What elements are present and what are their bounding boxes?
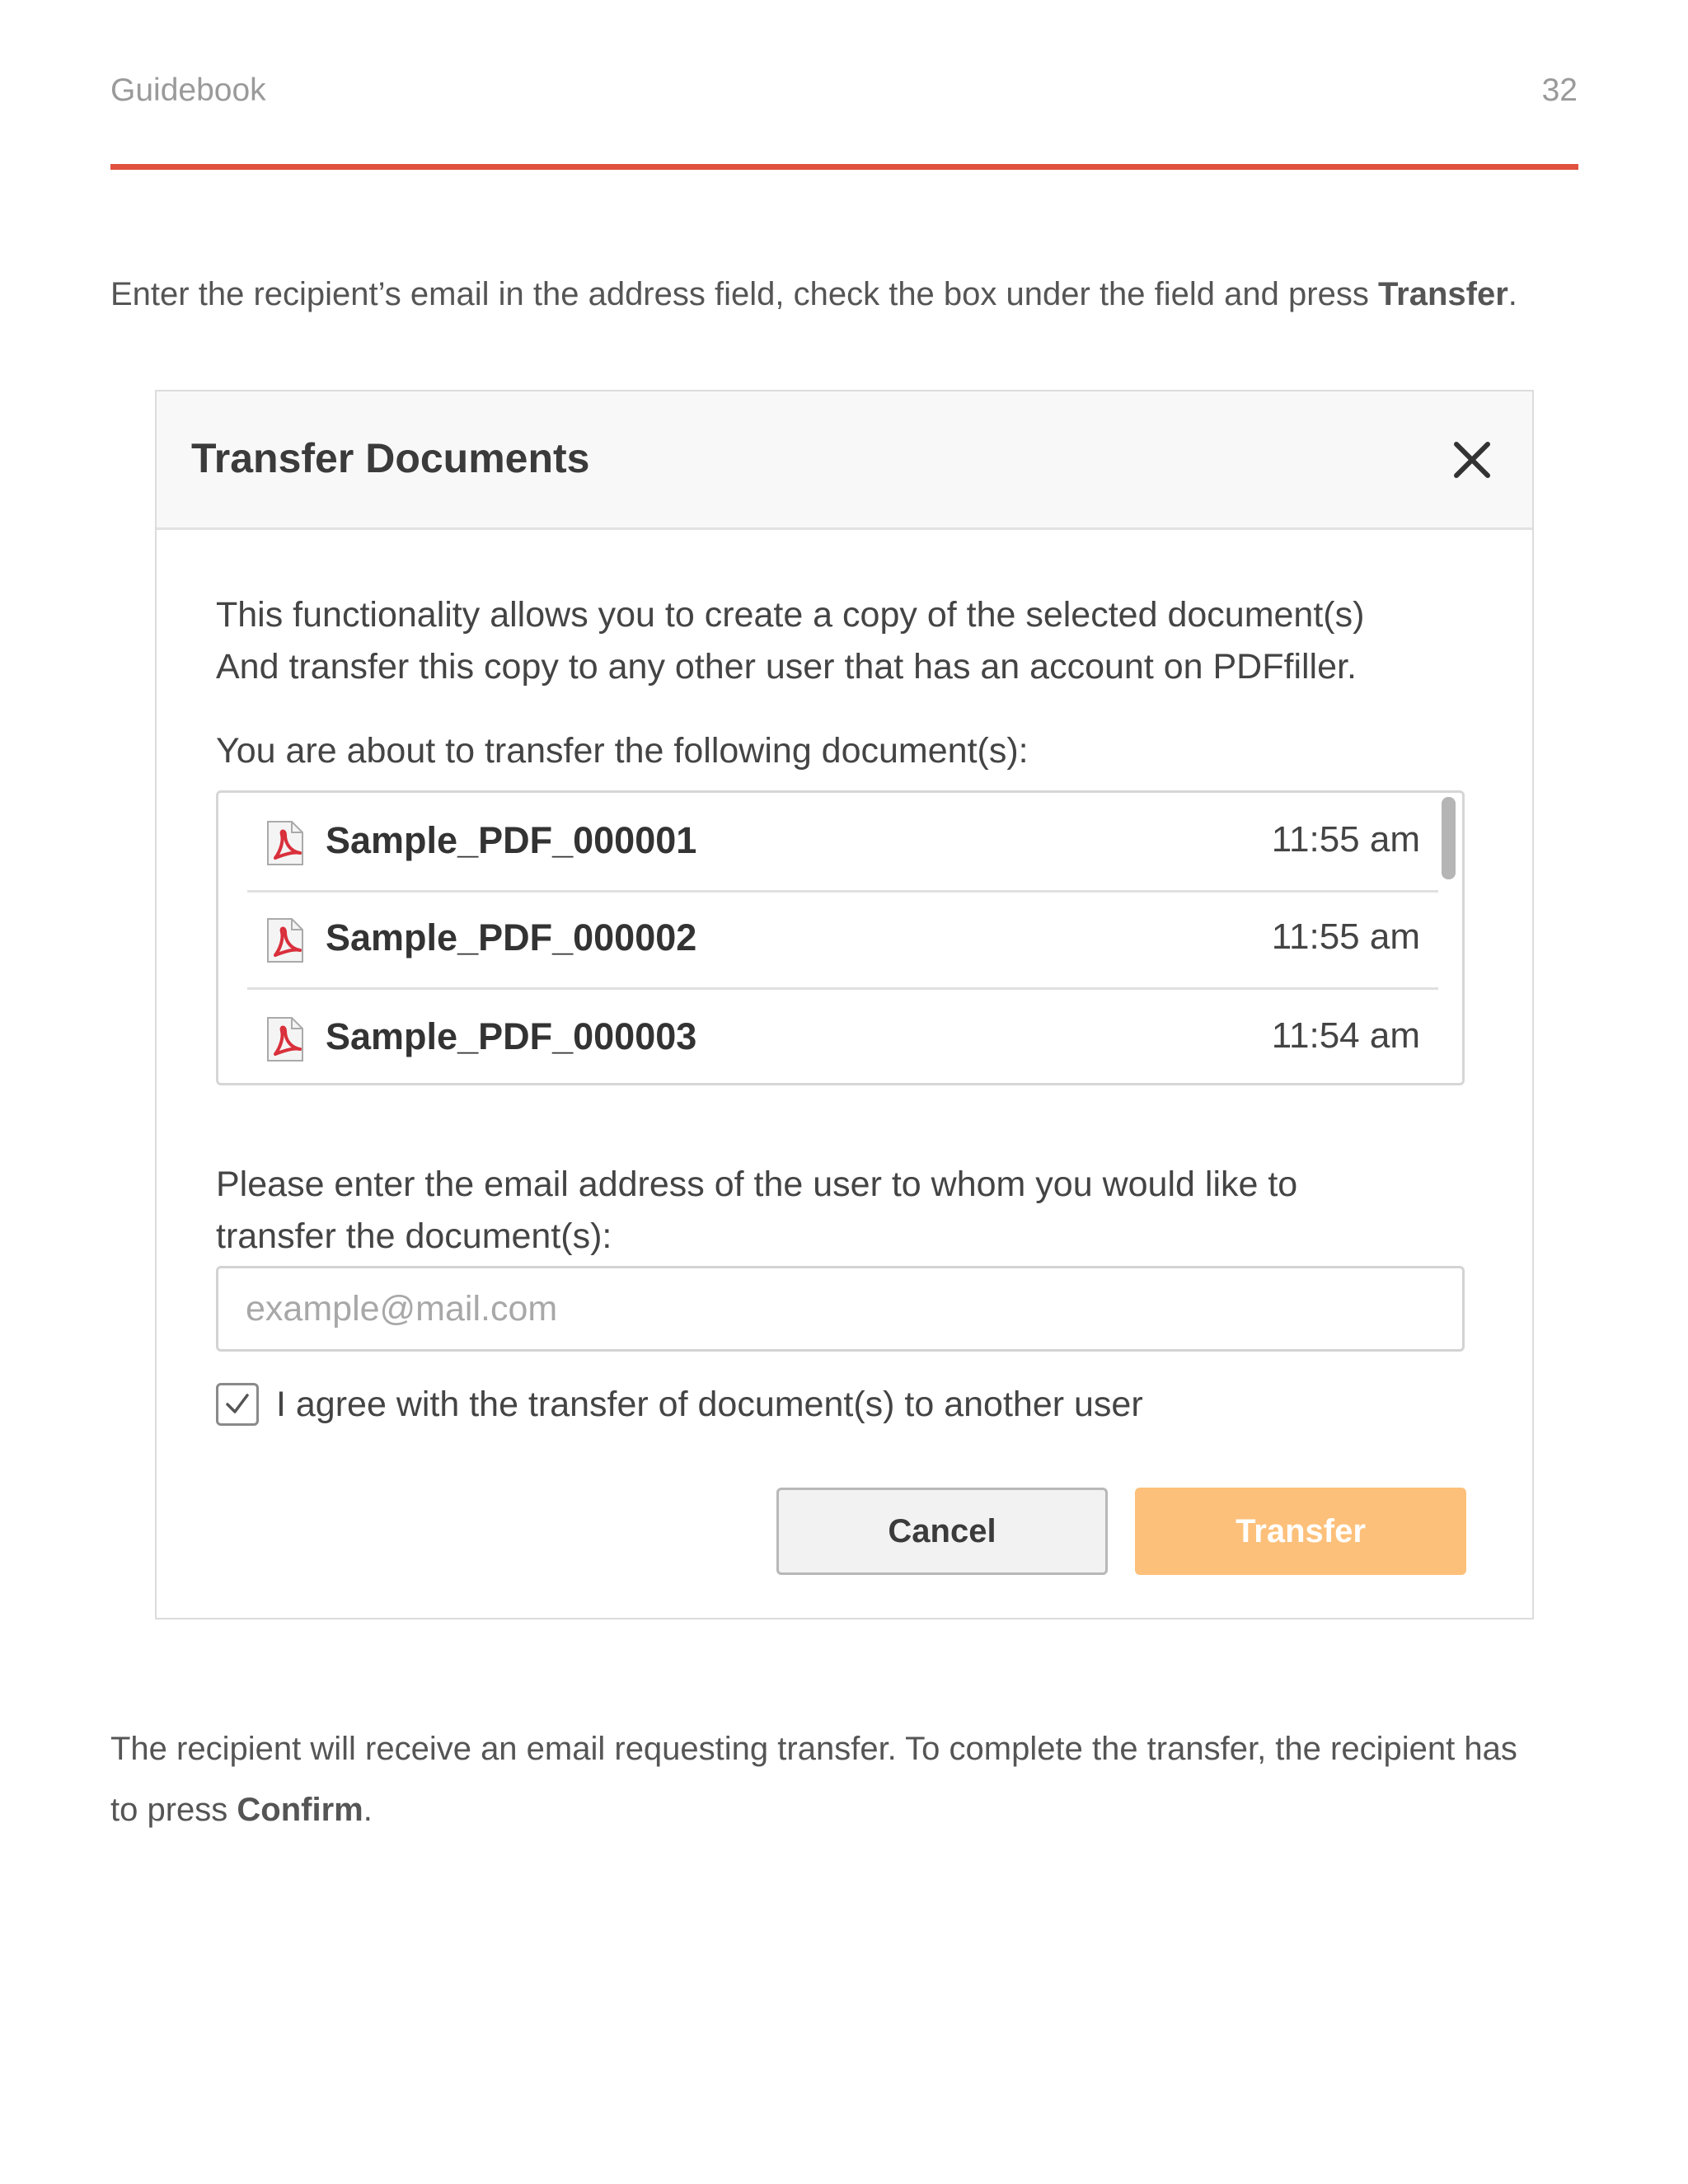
intro-line-1: This functionality allows you to create a copy of the selected document(s) bbox=[216, 595, 1365, 635]
list-item[interactable] bbox=[247, 793, 1438, 893]
list-scrollbar[interactable] bbox=[1442, 797, 1456, 879]
footer-bold: Confirm bbox=[237, 1792, 363, 1828]
transfer-button[interactable]: Transfer bbox=[1135, 1488, 1466, 1575]
instruction-bold: Transfer bbox=[1377, 276, 1508, 312]
instruction-paragraph bbox=[110, 264, 1594, 325]
instruction-text: Enter the recipient’s email in the address field, check the box under the field and press bbox=[110, 276, 1378, 312]
document-time: 11:55 am bbox=[1271, 916, 1420, 957]
page-header bbox=[110, 73, 1578, 114]
about-label: You are about to transfer the following document(s): bbox=[216, 731, 1029, 771]
agree-label: I agree with the transfer of document(s) to another user bbox=[276, 1385, 1143, 1424]
list-item[interactable] bbox=[247, 890, 1438, 990]
email-prompt-line-2: transfer the document(s): bbox=[216, 1216, 612, 1256]
transfer-documents-dialog bbox=[155, 390, 1534, 1619]
email-prompt bbox=[216, 1159, 1452, 1263]
pdf-icon bbox=[265, 1016, 305, 1062]
intro-text bbox=[216, 589, 1518, 693]
document-name: Sample_PDF_000001 bbox=[326, 819, 697, 861]
document-name: Sample_PDF_000002 bbox=[326, 916, 697, 958]
agree-checkbox[interactable] bbox=[216, 1383, 259, 1426]
document-name: Sample_PDF_000003 bbox=[326, 1015, 697, 1057]
document-time: 11:55 am bbox=[1271, 819, 1420, 860]
pdf-icon bbox=[265, 917, 305, 963]
footer-line-2-prefix: to press bbox=[110, 1792, 237, 1828]
email-input[interactable] bbox=[216, 1266, 1465, 1352]
close-icon[interactable] bbox=[1451, 439, 1493, 480]
cancel-button[interactable]: Cancel bbox=[776, 1488, 1108, 1575]
list-item[interactable] bbox=[247, 989, 1438, 1086]
guide-title: Guidebook bbox=[110, 73, 266, 108]
footer-end: . bbox=[363, 1792, 373, 1828]
dialog-title: Transfer Documents bbox=[191, 435, 590, 481]
pdf-icon bbox=[265, 820, 305, 866]
footer-line-1: The recipient will receive an email requesting transfer. To complete the transfer, the recipient has bbox=[110, 1731, 1517, 1767]
header-rule bbox=[110, 164, 1578, 170]
instruction-end: . bbox=[1507, 276, 1517, 312]
dialog-header bbox=[157, 391, 1532, 530]
page-number: 32 bbox=[1541, 73, 1578, 108]
email-prompt-line-1: Please enter the email address of the user to whom you would like to bbox=[216, 1165, 1298, 1204]
footer-paragraph bbox=[110, 1718, 1578, 1840]
checkmark-icon bbox=[224, 1391, 251, 1418]
document-time: 11:54 am bbox=[1271, 1015, 1420, 1056]
intro-line-2: And transfer this copy to any other user that has an account on PDFfiller. bbox=[216, 647, 1357, 687]
document-list bbox=[216, 790, 1465, 1085]
